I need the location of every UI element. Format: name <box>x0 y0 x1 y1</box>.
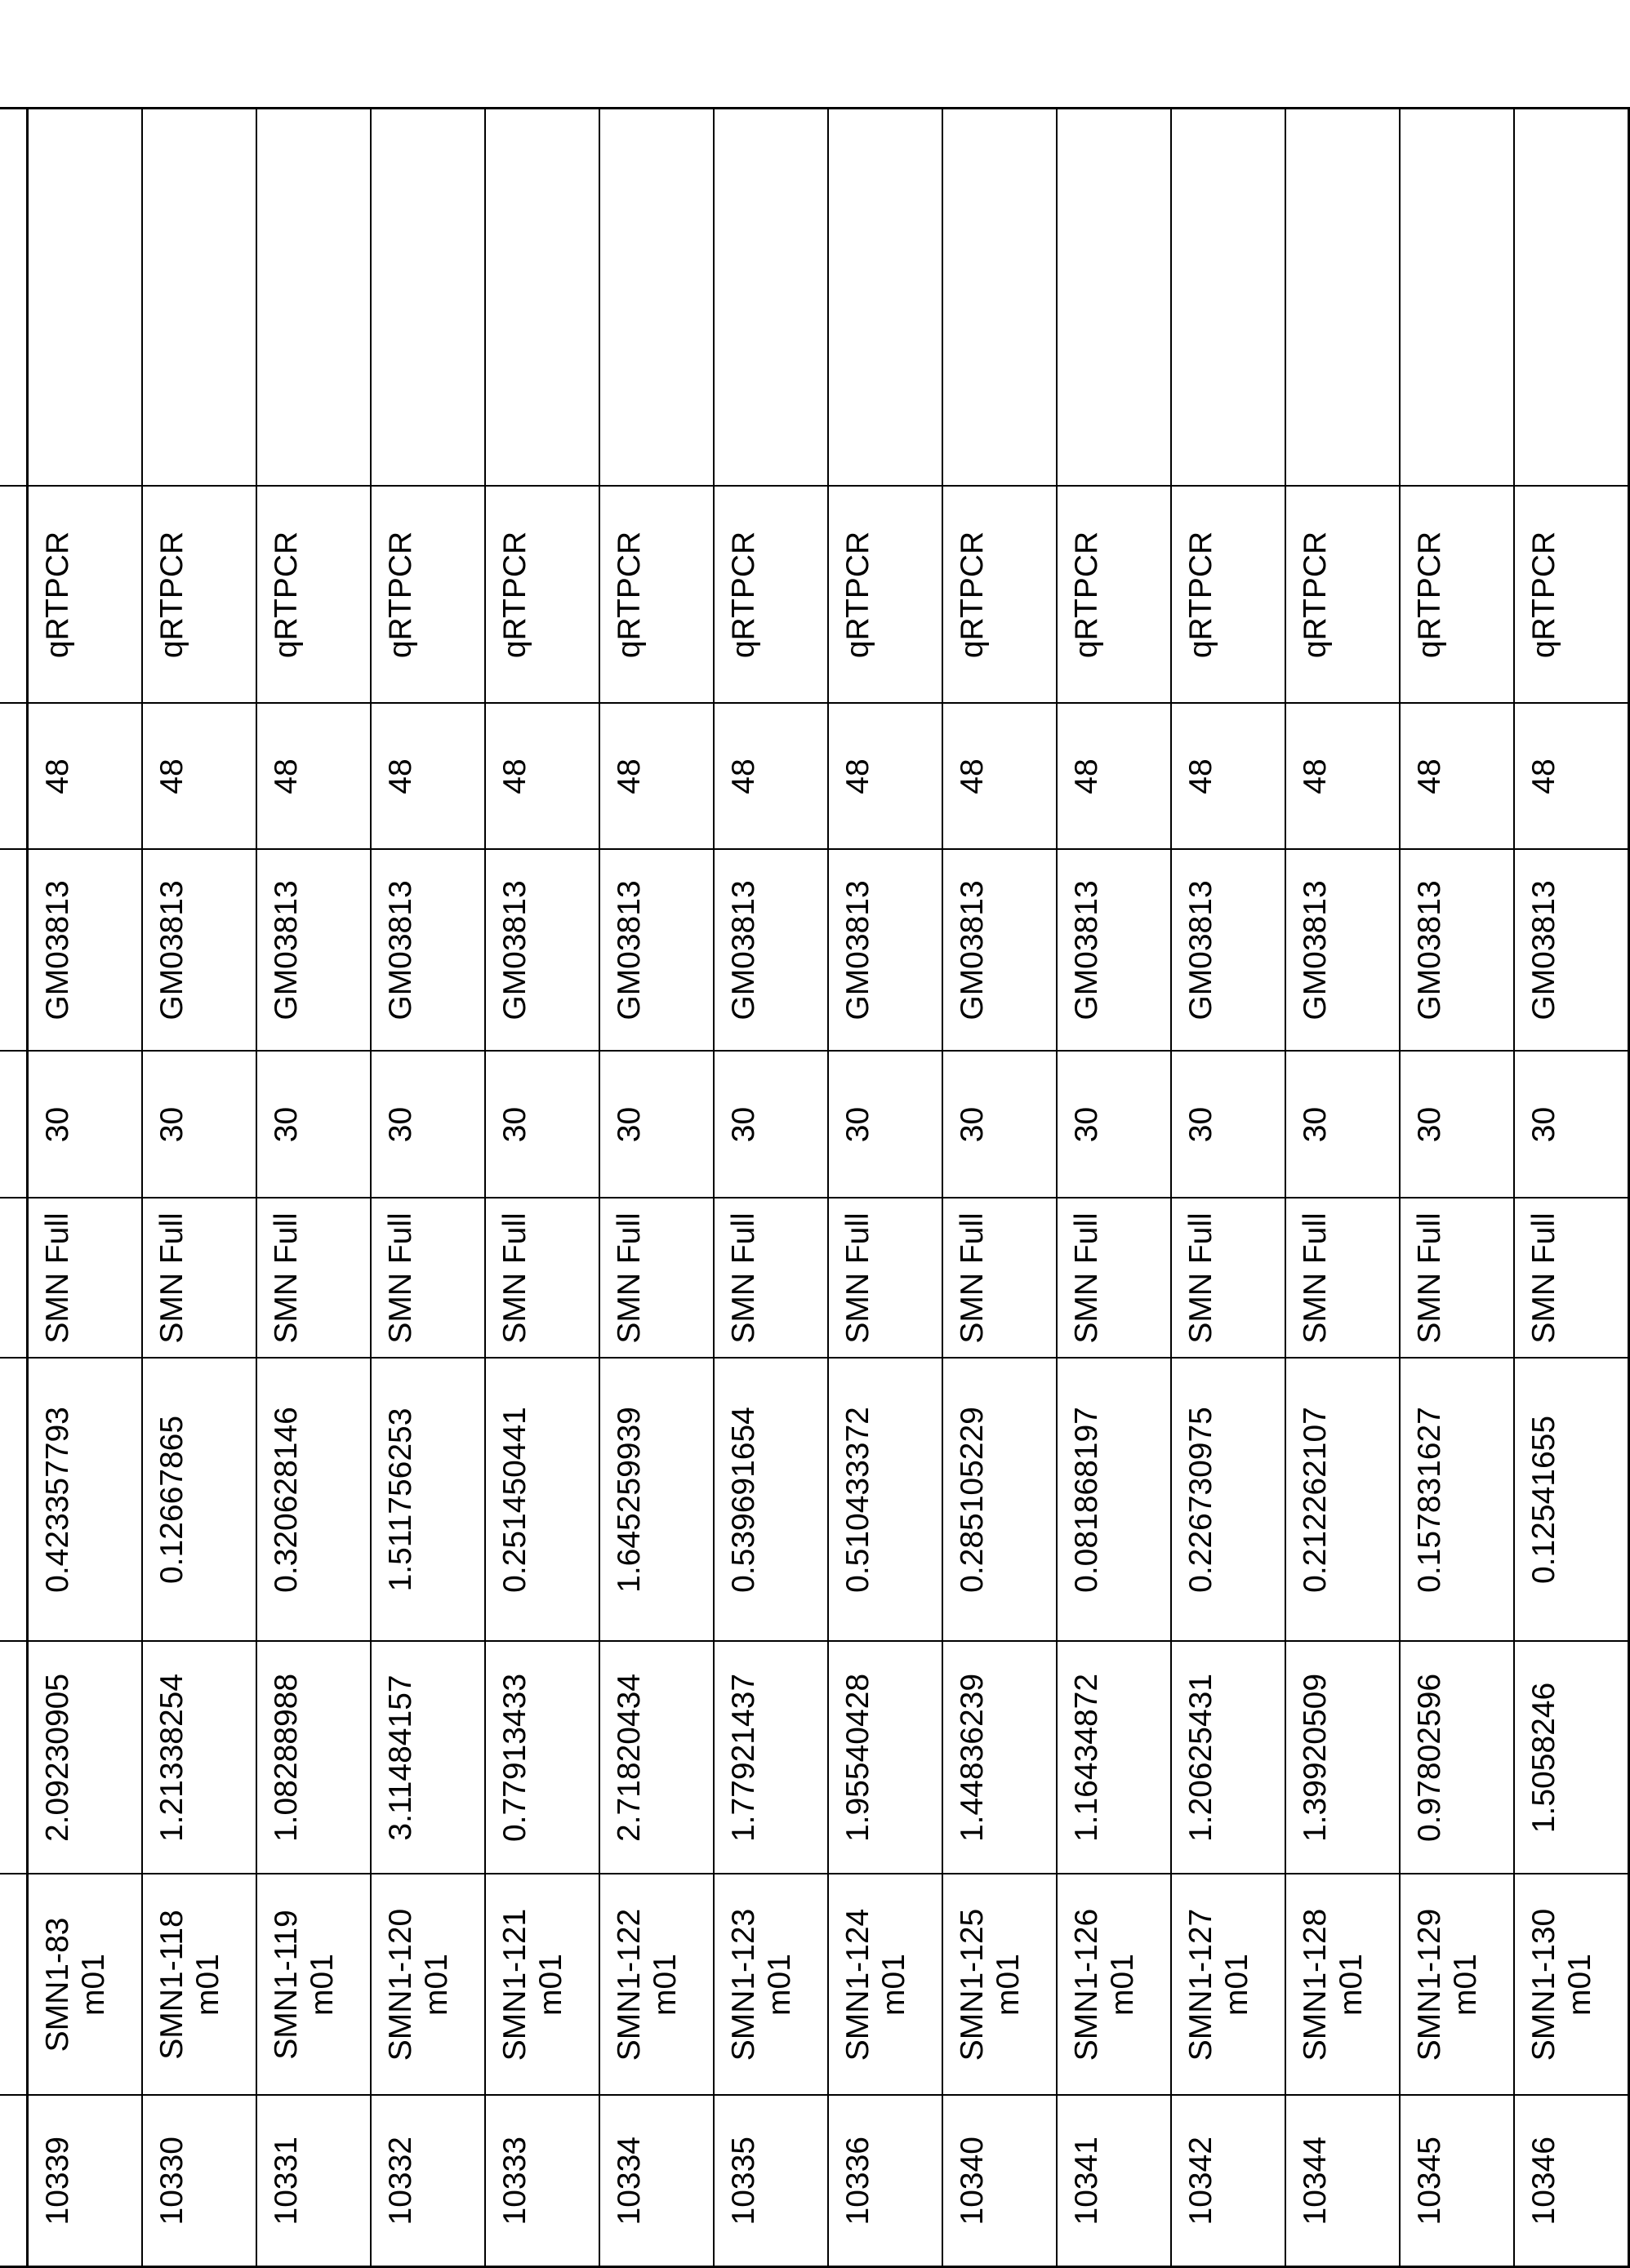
cell-avg-rq: 1.95540428 <box>828 1641 942 1874</box>
cell-oligo-name: SMN1-121 m01 <box>485 1874 599 2095</box>
cell-oligo-conc: 30 <box>1400 1051 1514 1198</box>
cell-cell-line: GM03813 <box>1171 849 1285 1051</box>
cell-note <box>714 108 828 486</box>
table-row <box>599 108 714 2266</box>
cell-avg-rq: 3.11484157 <box>371 1641 485 1874</box>
column-header-assay-type <box>0 486 27 703</box>
cell-seqid: 10336 <box>828 2095 942 2266</box>
cell-time-hr: 48 <box>485 703 599 849</box>
cell-time-hr: 48 <box>1057 703 1171 849</box>
cell-note <box>485 108 599 486</box>
cell-avg-rq-se: 0.212262107 <box>1285 1358 1400 1641</box>
cell-oligo-name: SMN1-128 m01 <box>1285 1874 1400 2095</box>
cell-avg-rq-se: 0.423357793 <box>27 1358 142 1641</box>
cell-cell-line: GM03813 <box>371 849 485 1051</box>
column-header-time-hr <box>0 703 27 849</box>
cell-target: SMN Full <box>942 1198 1057 1358</box>
cell-time-hr: 48 <box>256 703 371 849</box>
column-header-oligo-name <box>0 1874 27 2095</box>
cell-note <box>1057 108 1171 486</box>
cell-assay-type: qRTPCR <box>256 486 371 703</box>
cell-assay-type: qRTPCR <box>27 486 142 703</box>
results-table <box>0 107 1630 2268</box>
cell-cell-line: GM03813 <box>942 849 1057 1051</box>
cell-oligo-name: SMN1-129 m01 <box>1400 1874 1514 2095</box>
cell-oligo-name: SMN1-123 m01 <box>714 1874 828 2095</box>
cell-assay-type: qRTPCR <box>142 486 256 703</box>
cell-avg-rq: 1.16434872 <box>1057 1641 1171 1874</box>
cell-time-hr: 48 <box>714 703 828 849</box>
cell-assay-type: qRTPCR <box>714 486 828 703</box>
cell-assay-type: qRTPCR <box>1285 486 1400 703</box>
cell-target: SMN Full <box>1057 1198 1171 1358</box>
table-row <box>371 108 485 2266</box>
cell-assay-type: qRTPCR <box>371 486 485 703</box>
cell-time-hr: 48 <box>828 703 942 849</box>
cell-oligo-conc: 30 <box>27 1051 142 1198</box>
cell-cell-line: GM03813 <box>142 849 256 1051</box>
cell-avg-rq-se: 0.12541655 <box>1514 1358 1629 1641</box>
column-header-avg-rq-se <box>0 1358 27 1641</box>
cell-oligo-conc: 30 <box>1285 1051 1400 1198</box>
header-row <box>0 108 27 2266</box>
cell-oligo-conc: 30 <box>599 1051 714 1198</box>
table-row <box>828 108 942 2266</box>
cell-avg-rq-se: 1.511756253 <box>371 1358 485 1641</box>
cell-oligo-conc: 30 <box>1514 1051 1629 1198</box>
cell-cell-line: GM03813 <box>1514 849 1629 1051</box>
cell-avg-rq-se: 0.285105229 <box>942 1358 1057 1641</box>
cell-seqid: 10334 <box>599 2095 714 2266</box>
cell-avg-rq-se: 0.12667865 <box>142 1358 256 1641</box>
cell-assay-type: qRTPCR <box>599 486 714 703</box>
table-body <box>27 108 1628 2266</box>
cell-seqid: 10342 <box>1171 2095 1285 2266</box>
cell-target: SMN Full <box>714 1198 828 1358</box>
cell-oligo-name: SMN1-122 m01 <box>599 1874 714 2095</box>
cell-note <box>1285 108 1400 486</box>
cell-target: SMN Full <box>27 1198 142 1358</box>
cell-oligo-name: SMN1-120 m01 <box>371 1874 485 2095</box>
cell-seqid: 10331 <box>256 2095 371 2266</box>
column-header-oligo-conc <box>0 1051 27 1198</box>
cell-cell-line: GM03813 <box>599 849 714 1051</box>
table-row <box>485 108 599 2266</box>
cell-assay-type: qRTPCR <box>485 486 599 703</box>
cell-oligo-conc: 30 <box>371 1051 485 1198</box>
cell-target: SMN Full <box>1171 1198 1285 1358</box>
cell-target: SMN Full <box>142 1198 256 1358</box>
table-row <box>714 108 828 2266</box>
cell-avg-rq: 1.77921437 <box>714 1641 828 1874</box>
cell-note <box>1400 108 1514 486</box>
cell-time-hr: 48 <box>599 703 714 849</box>
cell-avg-rq-se: 0.539691654 <box>714 1358 828 1641</box>
cell-avg-rq-se: 1.645259939 <box>599 1358 714 1641</box>
table-header <box>0 108 27 2266</box>
cell-seqid: 10339 <box>27 2095 142 2266</box>
cell-seqid: 10335 <box>714 2095 828 2266</box>
cell-oligo-conc: 30 <box>1171 1051 1285 1198</box>
cell-seqid: 10333 <box>485 2095 599 2266</box>
table-row <box>1514 108 1629 2266</box>
table-row <box>942 108 1057 2266</box>
cell-oligo-name: SMN1-127 m01 <box>1171 1874 1285 2095</box>
cell-seqid: 10344 <box>1285 2095 1400 2266</box>
cell-avg-rq-se: 0.320628146 <box>256 1358 371 1641</box>
cell-assay-type: qRTPCR <box>1057 486 1171 703</box>
cell-seqid: 10346 <box>1514 2095 1629 2266</box>
cell-cell-line: GM03813 <box>256 849 371 1051</box>
cell-note <box>1171 108 1285 486</box>
cell-avg-rq-se: 0.251450441 <box>485 1358 599 1641</box>
cell-avg-rq: 0.97802596 <box>1400 1641 1514 1874</box>
cell-target: SMN Full <box>1514 1198 1629 1358</box>
cell-oligo-name: SMN1-130 m01 <box>1514 1874 1629 2095</box>
cell-note <box>1514 108 1629 486</box>
cell-avg-rq: 1.39920509 <box>1285 1641 1400 1874</box>
cell-oligo-conc: 30 <box>485 1051 599 1198</box>
cell-cell-line: GM03813 <box>1400 849 1514 1051</box>
cell-time-hr: 48 <box>1514 703 1629 849</box>
cell-avg-rq: 2.71820434 <box>599 1641 714 1874</box>
cell-note <box>371 108 485 486</box>
table-row <box>1057 108 1171 2266</box>
cell-oligo-conc: 30 <box>828 1051 942 1198</box>
cell-note <box>599 108 714 486</box>
table-row <box>142 108 256 2266</box>
cell-time-hr: 48 <box>1400 703 1514 849</box>
cell-avg-rq: 2.09230905 <box>27 1641 142 1874</box>
cell-target: SMN Full <box>371 1198 485 1358</box>
cell-time-hr: 48 <box>942 703 1057 849</box>
cell-oligo-name: SMN1-118 m01 <box>142 1874 256 2095</box>
cell-assay-type: qRTPCR <box>942 486 1057 703</box>
cell-cell-line: GM03813 <box>714 849 828 1051</box>
cell-seqid: 10345 <box>1400 2095 1514 2266</box>
cell-seqid: 10330 <box>142 2095 256 2266</box>
cell-seqid: 10332 <box>371 2095 485 2266</box>
cell-time-hr: 48 <box>1285 703 1400 849</box>
cell-oligo-conc: 30 <box>942 1051 1057 1198</box>
column-header-note <box>0 108 27 486</box>
cell-time-hr: 48 <box>371 703 485 849</box>
column-header-cell-line <box>0 849 27 1051</box>
cell-cell-line: GM03813 <box>1285 849 1400 1051</box>
cell-cell-line: GM03813 <box>27 849 142 1051</box>
cell-assay-type: qRTPCR <box>1171 486 1285 703</box>
cell-avg-rq: 1.20625431 <box>1171 1641 1285 1874</box>
cell-avg-rq: 1.5058246 <box>1514 1641 1629 1874</box>
column-header-target <box>0 1198 27 1358</box>
cell-seqid: 10341 <box>1057 2095 1171 2266</box>
cell-avg-rq-se: 0.157831627 <box>1400 1358 1514 1641</box>
cell-target: SMN Full <box>599 1198 714 1358</box>
cell-time-hr: 48 <box>27 703 142 849</box>
cell-avg-rq: 1.44836239 <box>942 1641 1057 1874</box>
cell-note <box>942 108 1057 486</box>
column-header-seqid <box>0 2095 27 2266</box>
cell-oligo-name: SMN1-124 m01 <box>828 1874 942 2095</box>
cell-avg-rq-se: 0.081868197 <box>1057 1358 1171 1641</box>
cell-time-hr: 48 <box>1171 703 1285 849</box>
cell-target: SMN Full <box>1285 1198 1400 1358</box>
cell-assay-type: qRTPCR <box>1400 486 1514 703</box>
cell-avg-rq: 0.77913433 <box>485 1641 599 1874</box>
cell-oligo-name: SMN1-119 m01 <box>256 1874 371 2095</box>
table-frame <box>9 10 1597 2225</box>
cell-note <box>256 108 371 486</box>
table-row <box>1171 108 1285 2266</box>
cell-target: SMN Full <box>485 1198 599 1358</box>
cell-avg-rq-se: 0.510433372 <box>828 1358 942 1641</box>
cell-avg-rq: 1.08288988 <box>256 1641 371 1874</box>
column-header-avg-rq <box>0 1641 27 1874</box>
cell-oligo-conc: 30 <box>1057 1051 1171 1198</box>
table-row <box>1285 108 1400 2266</box>
cell-target: SMN Full <box>1400 1198 1514 1358</box>
cell-assay-type: qRTPCR <box>1514 486 1629 703</box>
cell-note <box>828 108 942 486</box>
cell-seqid: 10340 <box>942 2095 1057 2266</box>
cell-time-hr: 48 <box>142 703 256 849</box>
cell-oligo-conc: 30 <box>714 1051 828 1198</box>
cell-cell-line: GM03813 <box>828 849 942 1051</box>
cell-oligo-conc: 30 <box>142 1051 256 1198</box>
table-row <box>256 108 371 2266</box>
cell-assay-type: qRTPCR <box>828 486 942 703</box>
table-row <box>27 108 142 2266</box>
cell-oligo-name: SMN1-125 m01 <box>942 1874 1057 2095</box>
cell-cell-line: GM03813 <box>1057 849 1171 1051</box>
cell-target: SMN Full <box>256 1198 371 1358</box>
cell-target: SMN Full <box>828 1198 942 1358</box>
cell-cell-line: GM03813 <box>485 849 599 1051</box>
cell-note <box>142 108 256 486</box>
cell-oligo-name: SMN1-126 m01 <box>1057 1874 1171 2095</box>
cell-oligo-conc: 30 <box>256 1051 371 1198</box>
cell-avg-rq-se: 0.226730975 <box>1171 1358 1285 1641</box>
cell-oligo-name: SMN1-83 m01 <box>27 1874 142 2095</box>
cell-note <box>27 108 142 486</box>
table-row <box>1400 108 1514 2266</box>
cell-avg-rq: 1.21338254 <box>142 1641 256 1874</box>
